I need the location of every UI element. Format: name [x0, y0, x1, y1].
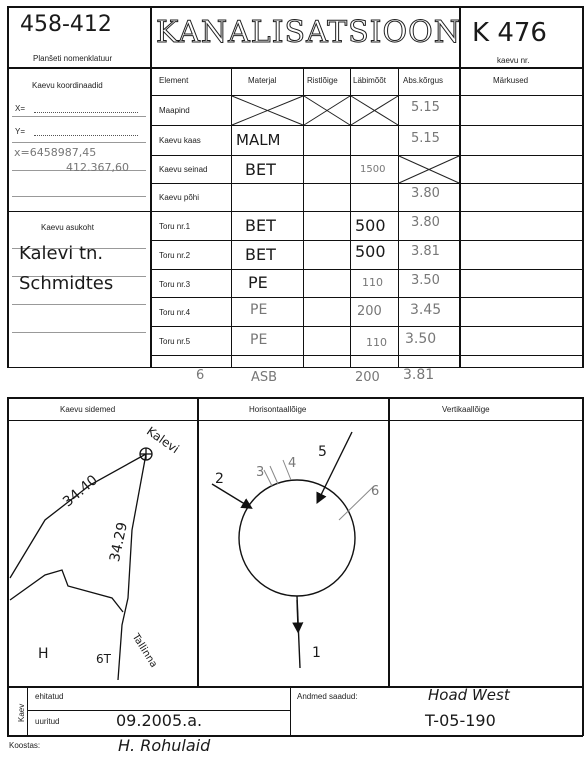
col-header-notes: Märkused — [493, 76, 529, 85]
vertical-caption: Vertikaallõige — [442, 405, 490, 414]
col-header-section: Ristlõige — [307, 76, 338, 85]
location-caption: Kaevu asukoht — [41, 223, 94, 232]
row-element: Kaevu seinad — [159, 165, 208, 174]
pipe-6-line — [339, 486, 374, 520]
row-material: MALM — [236, 131, 281, 149]
location-line-1: Kalevi tn. — [19, 243, 104, 264]
source-value-2: T-05-190 — [425, 711, 496, 730]
sheet-number: 458-412 — [20, 12, 112, 37]
tie-street-label: Kalevi — [143, 424, 182, 457]
row-diameter: 110 — [362, 276, 383, 289]
row-element: Toru nr.5 — [159, 337, 191, 346]
extra-pipe-diameter: 200 — [355, 370, 380, 385]
row-element: Toru nr.4 — [159, 308, 191, 317]
pipe-label-4: 4 — [288, 456, 297, 471]
compiler-label: Koostas: — [9, 741, 41, 750]
pipe-1-arrow — [297, 600, 298, 628]
row-diameter: 200 — [357, 304, 382, 319]
x-label: X= — [15, 104, 26, 113]
col-header-element: Element — [159, 76, 189, 85]
pipe-5-line — [319, 432, 352, 499]
col-header-material: Materjal — [248, 76, 277, 85]
pipe-2-line — [212, 484, 248, 506]
col-header-diameter: Läbimõõt — [353, 76, 386, 85]
coords-note-x: x=6458987,45 — [14, 146, 97, 159]
row-material: BET — [245, 216, 276, 235]
surveyed-label: uuritud — [35, 717, 60, 726]
row-material: PE — [250, 302, 268, 318]
row-element: Kaevu kaas — [159, 136, 201, 145]
pipe-label-6: 6 — [371, 484, 380, 499]
row-element: Toru nr.3 — [159, 280, 191, 289]
tie-street-2: Tallinna — [129, 632, 159, 670]
coords-note-y: 412.367,60 — [66, 161, 129, 174]
col-header-elevation: Abs.kõrgus — [403, 76, 444, 85]
surveyed-value: 09.2005.a. — [116, 711, 203, 730]
row-element: Toru nr.1 — [159, 222, 191, 231]
tie-distance-1: 34.40 — [60, 472, 101, 511]
tie-house-h: H — [38, 646, 49, 662]
page-title: KANALISATSIOON — [156, 15, 461, 50]
pipe-label-3: 3 — [256, 465, 265, 480]
row-element: Toru nr.2 — [159, 251, 191, 260]
row-material: BET — [245, 245, 276, 264]
row-material: PE — [248, 273, 268, 292]
row-diameter: 110 — [366, 336, 387, 349]
row-element: Maapind — [159, 106, 190, 115]
pipe-label-2: 2 — [215, 471, 224, 487]
source-label: Andmed saadud: — [297, 692, 358, 701]
tie-distance-2: 34.29 — [107, 520, 131, 564]
extra-pipe-elevation: 3.81 — [403, 367, 435, 383]
row-elevation: 3.45 — [410, 302, 442, 318]
row-elevation: 5.15 — [411, 131, 440, 146]
well-circle — [239, 480, 355, 596]
coords-caption: Kaevu koordinaadid — [32, 81, 103, 90]
compiler-value: H. Rohulaid — [118, 736, 211, 755]
row-diameter: 500 — [355, 216, 386, 235]
pipe-label-5: 5 — [318, 444, 327, 460]
built-label: ehitatud — [35, 692, 64, 701]
row-material: BET — [245, 160, 276, 179]
row-element: Kaevu põhi — [159, 193, 200, 202]
extra-pipe-number: 6 — [196, 368, 205, 383]
tie-house-6t: 6T — [96, 652, 111, 666]
row-material: PE — [250, 332, 268, 348]
source-value-1: Hoad West — [428, 686, 510, 704]
horizontal-caption: Horisontaallõige — [249, 405, 307, 414]
pipe-label-1: 1 — [312, 645, 321, 661]
extra-pipe-material: ASB — [251, 370, 278, 385]
row-elevation: 3.50 — [411, 273, 440, 288]
y-label: Y= — [15, 127, 26, 136]
row-diameter: 500 — [355, 242, 386, 261]
well-number-caption: kaevu nr. — [497, 56, 530, 65]
footer-side-label: Kaev — [17, 703, 26, 722]
ties-caption: Kaevu sidemed — [60, 405, 116, 414]
well-number: K 476 — [472, 18, 547, 48]
location-line-2: Schmidtes — [19, 273, 114, 294]
row-elevation: 3.80 — [411, 215, 440, 230]
row-elevation: 3.80 — [411, 186, 440, 201]
pipe-3-line — [270, 466, 278, 484]
sheet-caption: Planšeti nomenklatuur — [33, 54, 113, 63]
row-elevation: 3.81 — [411, 244, 440, 259]
row-elevation: 5.15 — [411, 100, 440, 115]
row-diameter: 1500 — [360, 164, 386, 175]
row-elevation: 3.50 — [405, 331, 437, 347]
